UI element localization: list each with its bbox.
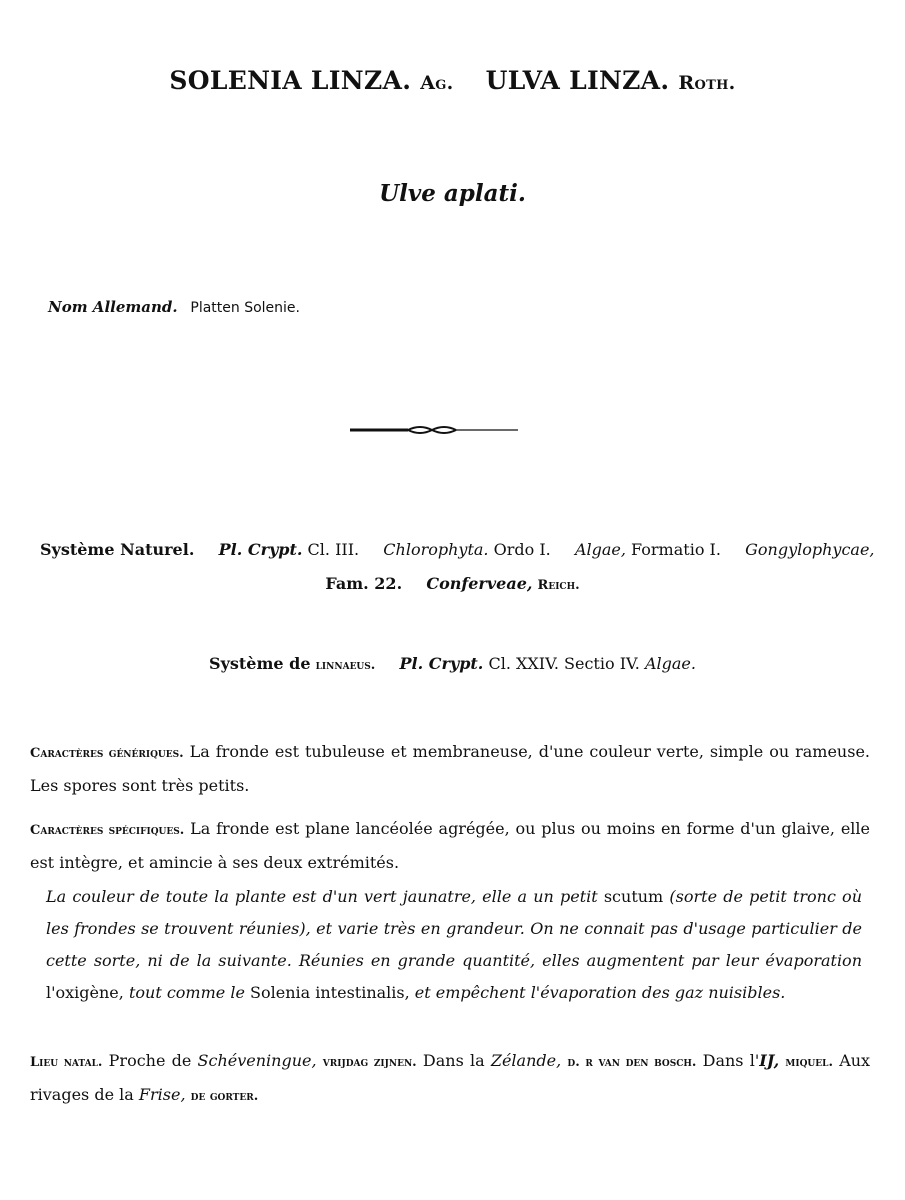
- title-species-1: SOLENIA LINZA.: [169, 66, 412, 95]
- ornament-divider-icon: [348, 420, 520, 440]
- classe-text: Cl. III.: [307, 540, 360, 559]
- chlorophyta-text: Chlorophyta.: [383, 540, 489, 559]
- description-paragraph: [46, 881, 862, 1009]
- ordo-text: Ordo I.: [493, 540, 551, 559]
- bosch-text: d. r van den bosch.: [567, 1055, 697, 1070]
- caracteres-generiques-text: La fronde est tubuleuse et membraneuse, d'une couleur verte, simple ou rameuse. Les spores sont très petits.: [30, 742, 870, 795]
- systeme-naturel-label: Système Naturel.: [40, 540, 195, 559]
- formatio-text: Formatio I.: [631, 540, 721, 559]
- ij-text: IJ,: [759, 1051, 780, 1070]
- algae-text: Algae,: [574, 540, 626, 559]
- linnaeus-sectio: Sectio IV.: [564, 654, 640, 673]
- caracteres-specifiques-text: La fronde est plane lancéolée agrégée, ou plus ou moins en forme d'un glaive, elle est intègre, et amincie à ses deux extrémités.: [30, 819, 870, 872]
- systeme-linnaeus-label: Système de: [209, 654, 311, 673]
- title-species-2: ULVA LINZA.: [485, 66, 670, 95]
- systeme-naturel-line-1: [40, 540, 875, 559]
- gongylophycae-text: Gongylophycae,: [745, 540, 875, 559]
- page-subtitle: Ulve aplati.: [379, 180, 526, 207]
- fam-text: Fam. 22.: [325, 574, 403, 593]
- linnaeus-pl-crypt: Pl. Crypt.: [399, 654, 484, 673]
- description-text-4: et empêchent l'évaporation des gaz nuisibles.: [414, 983, 786, 1002]
- lieu-natal-text-2: Dans la: [422, 1051, 485, 1070]
- lieu-natal-paragraph: [30, 1045, 870, 1113]
- linnaeus-text: linnaeus.: [315, 658, 376, 673]
- miquel-text: miquel.: [785, 1055, 833, 1070]
- lieu-natal-text-3: Dans l': [702, 1051, 760, 1070]
- lieu-natal-text-1: Proche de: [108, 1051, 192, 1070]
- title-author-2: Roth.: [678, 72, 736, 94]
- caracteres-generiques-paragraph: [30, 736, 870, 802]
- lieu-natal-text-4: Aux rivages de la: [30, 1051, 871, 1104]
- solenia-text: Solenia intestinalis,: [250, 983, 410, 1002]
- title-author-1: Ag.: [420, 72, 454, 94]
- common-name-label: Nom Allemand.: [48, 298, 178, 316]
- zelande-text: Zélande,: [490, 1051, 562, 1070]
- linnaeus-algae: Algae.: [644, 654, 696, 673]
- conferveae-text: Conferveae,: [426, 574, 533, 593]
- gorter-text: de gorter.: [190, 1089, 259, 1104]
- caracteres-specifiques-paragraph: [30, 813, 870, 879]
- scutum-text: scutum: [603, 887, 664, 906]
- caracteres-specifiques-label: Caractères spécifiques.: [30, 823, 185, 838]
- reich-text: Reich.: [537, 578, 580, 593]
- scheveningue-text: Schéveningue,: [197, 1051, 317, 1070]
- description-text-2: (sorte de petit tronc où les frondes se trouvent réunies), et varie très en grandeur. On ne connait pas d'usage particulier de cette sorte, ni de la suivante. Réunies en grande quantité, elles augmentent par leur évaporation: [46, 887, 862, 970]
- description-text-1: La couleur de toute la plante est d'un vert jaunatre, elle a un petit: [46, 887, 598, 906]
- frise-text: Frise,: [138, 1085, 186, 1104]
- caracteres-generiques-label: Caractères génériques.: [30, 746, 184, 761]
- vrijdag-text: vrijdag zijnen.: [322, 1055, 417, 1070]
- oxigene-text: l'oxigène,: [46, 983, 124, 1002]
- linnaeus-classe: Cl. XXIV.: [488, 654, 559, 673]
- systeme-linnaeus-line: [0, 654, 905, 673]
- lieu-natal-label: Lieu natal.: [30, 1055, 103, 1070]
- page-title: [0, 66, 905, 95]
- pl-crypt-text: Pl. Crypt.: [218, 540, 303, 559]
- common-name-line: [48, 298, 300, 316]
- description-text-3: tout comme le: [128, 983, 245, 1002]
- systeme-naturel-line-2: [0, 574, 905, 593]
- common-name-value: Platten Solenie.: [190, 300, 300, 316]
